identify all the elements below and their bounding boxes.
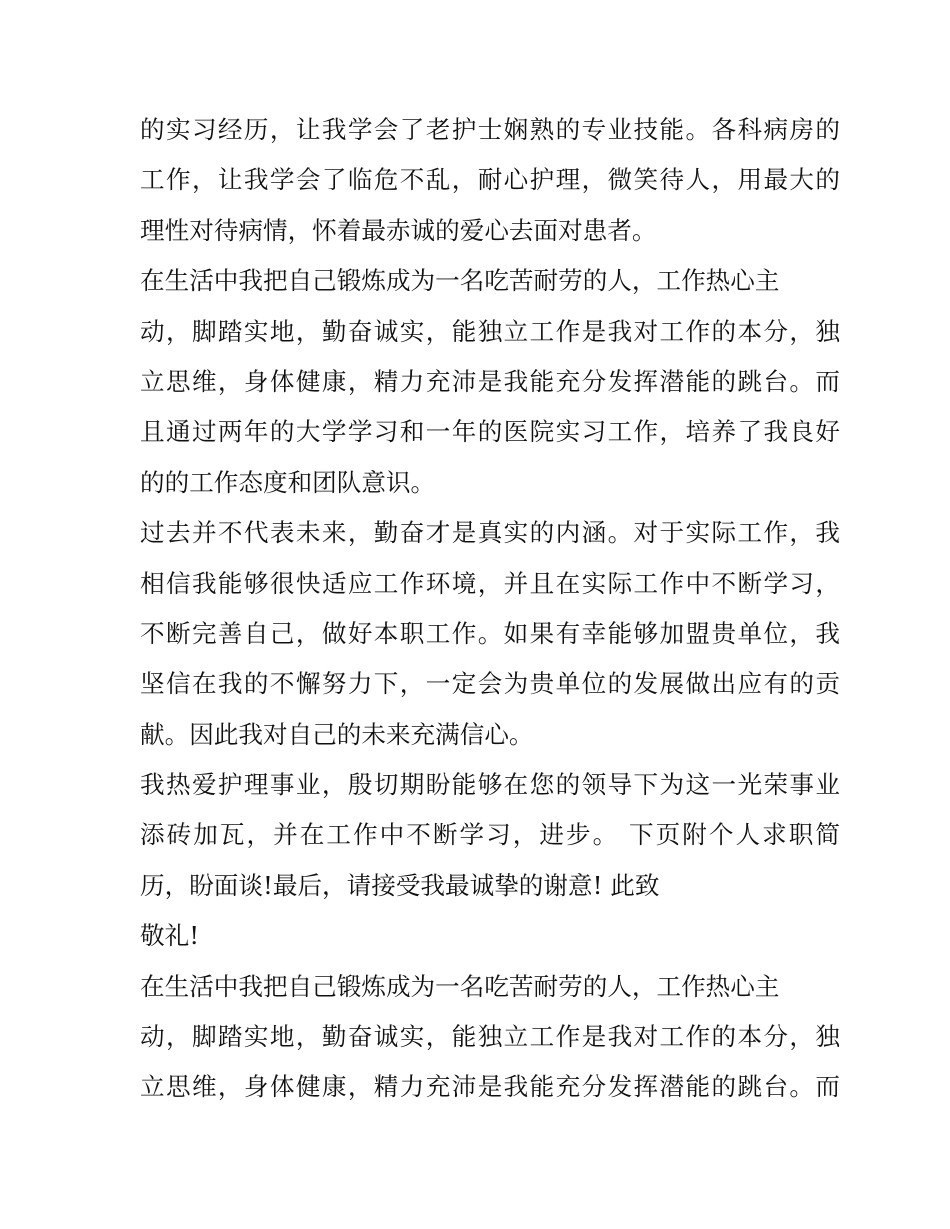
text-line: 相信我能够很快适应工作环境，并且在实际工作中不断学习，	[140, 568, 840, 598]
text-line: 动，脚踏实地，勤奋诚实，能独立工作是我对工作的本分，独	[140, 316, 840, 346]
text-line: 且通过两年的大学学习和一年的医院实习工作，培养了我良好	[140, 417, 840, 447]
text-line: 立思维，身体健康，精力充沛是我能充分发挥潜能的跳台。而	[140, 366, 840, 396]
text-line: 历，盼面谈!最后，请接受我最诚挚的谢意! 此致	[140, 870, 660, 900]
text-line: 在生活中我把自己锻炼成为一名吃苦耐劳的人，工作热心主	[140, 971, 780, 1001]
text-line: 的实习经历，让我学会了老护士娴熟的专业技能。各科病房的	[140, 115, 840, 144]
text-line: 动，脚踏实地，勤奋诚实，能独立工作是我对工作的本分，独	[140, 1022, 840, 1052]
document-body	[140, 105, 840, 1113]
text-line: 不断完善自己，做好本职工作。如果有幸能够加盟贵单位，我	[140, 618, 840, 648]
text-line: 在生活中我把自己锻炼成为一名吃苦耐劳的人，工作热心主	[140, 266, 780, 296]
text-line: 过去并不代表未来，勤奋才是真实的内涵。对于实际工作，我	[140, 518, 840, 548]
text-line: 我热爱护理事业，殷切期盼能够在您的领导下为这一光荣事业	[140, 770, 840, 800]
text-line: 立思维，身体健康，精力充沛是我能充分发挥潜能的跳台。而	[140, 1072, 840, 1102]
text-line: 理性对待病情，怀着最赤诚的爱心去面对患者。	[140, 215, 657, 245]
text-line: 工作，让我学会了临危不乱，耐心护理，微笑待人，用最大的	[140, 165, 840, 195]
text-line: 坚信在我的不懈努力下，一定会为贵单位的发展做出应有的贡	[140, 669, 840, 699]
text-line: 添砖加瓦，并在工作中不断学习，进步。 下页附个人求职简	[140, 820, 840, 850]
text-line: 敬礼!	[140, 921, 200, 951]
text-line: 的的工作态度和团队意识。	[140, 467, 436, 497]
text-line: 献。因此我对自己的未来充满信心。	[140, 719, 534, 749]
